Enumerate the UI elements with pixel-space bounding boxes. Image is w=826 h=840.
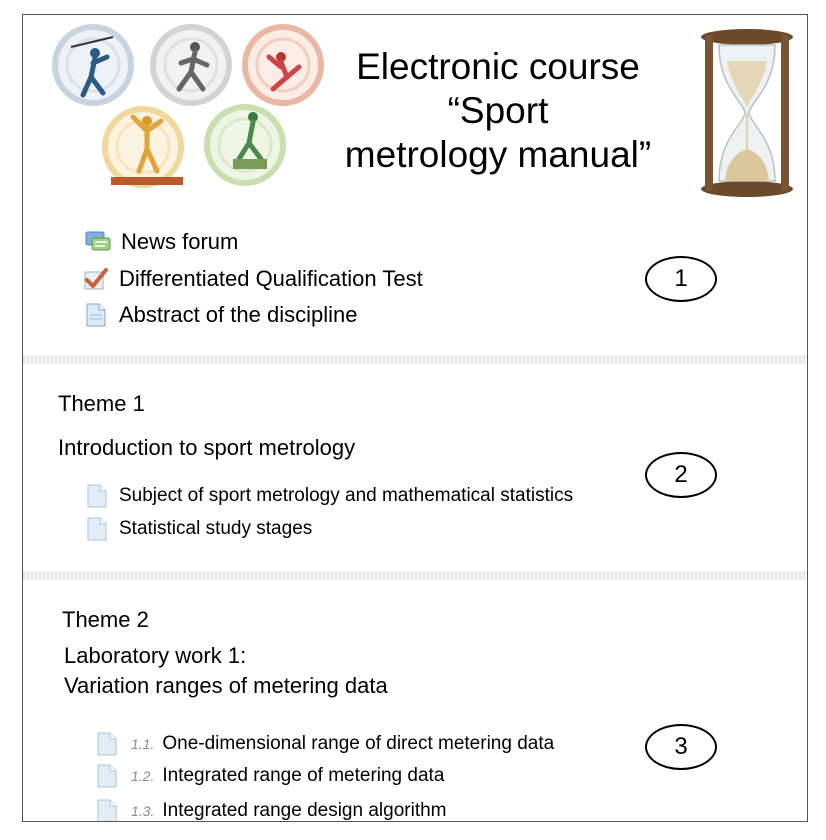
course-title xyxy=(318,45,678,177)
page-icon xyxy=(95,731,119,757)
page-icon xyxy=(83,302,109,328)
activity-label: Differentiated Qualification Test xyxy=(119,266,423,291)
course-title-line: metrology manual” xyxy=(344,134,652,175)
callout-circle-3: 3 xyxy=(645,724,717,770)
resource-number: 1.3. xyxy=(131,803,155,819)
resource-design-algorithm[interactable] xyxy=(95,798,447,822)
resource-statistical-stages[interactable] xyxy=(85,516,312,542)
resource-label: Subject of sport metrology and mathematical statistics xyxy=(119,485,574,506)
activity-abstract[interactable] xyxy=(83,302,357,328)
activity-qualification-test[interactable] xyxy=(83,266,423,292)
sport-rings-illustration xyxy=(43,17,333,207)
quiz-check-icon xyxy=(83,267,109,291)
page-icon xyxy=(85,516,109,542)
course-title-line: Electronic course xyxy=(356,46,640,87)
resource-subject-of-metrology[interactable] xyxy=(85,483,573,509)
resource-number: 1.2. xyxy=(131,768,155,784)
forum-icon xyxy=(85,230,111,254)
section-title: Laboratory work 1: xyxy=(64,643,247,668)
resource-label: Integrated range design algorithm xyxy=(162,800,447,821)
resource-label: Statistical study stages xyxy=(119,518,313,539)
callout-circle-1: 1 xyxy=(645,256,717,302)
section-title: Introduction to sport metrology xyxy=(58,435,356,460)
page-icon xyxy=(95,763,119,789)
resource-number: 1.1. xyxy=(131,736,155,752)
page-icon xyxy=(95,798,119,822)
course-title-line: “Sport xyxy=(447,90,549,131)
hourglass-icon xyxy=(697,27,797,199)
activity-label: Abstract of the discipline xyxy=(119,302,358,327)
resource-label: One-dimensional range of direct metering data xyxy=(162,733,555,754)
section-separator xyxy=(23,355,808,364)
course-page xyxy=(22,14,808,822)
section-theme-label: Theme 2 xyxy=(62,607,149,632)
resource-one-dimensional-range[interactable] xyxy=(95,731,554,757)
section-theme-label: Theme 1 xyxy=(58,391,145,416)
page-icon xyxy=(85,483,109,509)
activity-news-forum[interactable] xyxy=(85,229,238,255)
callout-circle-2: 2 xyxy=(645,452,717,498)
course-banner xyxy=(23,15,808,210)
section-title: Variation ranges of metering data xyxy=(64,673,388,698)
section-separator xyxy=(23,571,808,580)
resource-label: Integrated range of metering data xyxy=(162,765,445,786)
activity-label: News forum xyxy=(121,229,239,254)
resource-integrated-range[interactable] xyxy=(95,763,444,789)
